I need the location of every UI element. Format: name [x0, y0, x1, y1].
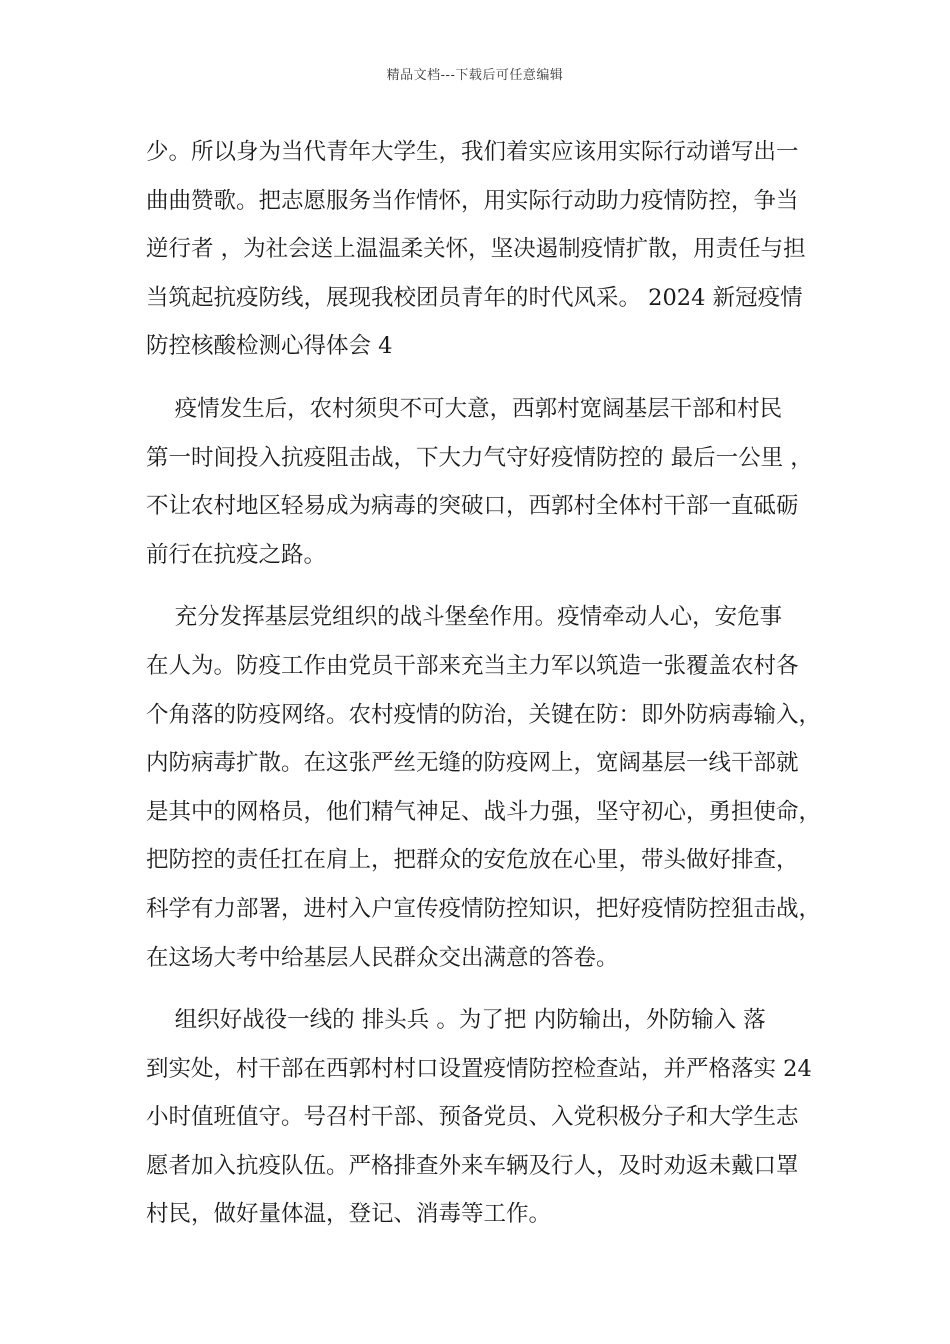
text-line: 个角落的防疫网络。农村疫情的防治，关键在防：即外防病毒输入，	[146, 701, 822, 728]
text-line: 愿者加入抗疫队伍。严格排查外来车辆及行人，及时劝返未戴口罩	[146, 1152, 799, 1179]
text-line: 科学有力部署，进村入户宣传疫情防控知识，把好疫情防控狙击战，	[146, 895, 822, 922]
paragraph-gap	[146, 982, 818, 996]
text-line: 防控核酸检测心得体会 4	[146, 333, 393, 360]
text-line: 疫情发生后，农村须臾不可大意，西郭村宽阔基层干部和村民	[146, 395, 783, 422]
text-line: 把防控的责任扛在肩上，把群众的安危放在心里，带头做好排查，	[146, 847, 799, 874]
text-line: 在这场大考中给基层人民群众交出满意的答卷。	[146, 944, 619, 971]
text-line: 第一时间投入抗疫阻击战，下大力气守好疫情防控的 最后一公里 ，	[146, 444, 813, 471]
paragraph-1	[146, 128, 818, 371]
text-line: 到实处，村干部在西郭村村口设置疫情防控检查站，并严格落实 24	[146, 1055, 812, 1082]
text-line: 逆行者 ，为社会送上温温柔关怀，坚决遏制疫情扩散，用责任与担	[146, 236, 806, 263]
text-line: 是其中的网格员，他们精气神足、战斗力强，坚守初心，勇担使命，	[146, 798, 822, 825]
text-line: 不让农村地区轻易成为病毒的突破口，西郭村全体村干部一直砥砺	[146, 493, 799, 520]
text-line: 小时值班值守。号召村干部、预备党员、入党积极分子和大学生志	[146, 1104, 799, 1131]
text-line: 内防病毒扩散。在这张严丝无缝的防疫网上，宽阔基层一线干部就	[146, 750, 799, 777]
paragraph-gap	[146, 371, 818, 385]
text-line: 曲曲赞歌。把志愿服务当作情怀，用实际行动助力疫情防控，争当	[146, 187, 799, 214]
text-line: 少。所以身为当代青年大学生，我们着实应该用实际行动谱写出一	[146, 139, 799, 165]
text-line: 组织好战役一线的 排头兵 。为了把 内防输出，外防输入 落	[146, 1007, 766, 1034]
text-line: 当筑起抗疫防线，展现我校团员青年的时代风采。 2024 新冠疫情	[146, 284, 803, 311]
document-body	[146, 128, 822, 1239]
paragraph-4	[146, 996, 818, 1239]
text-line: 充分发挥基层党组织的战斗堡垒作用。疫情牵动人心，安危事	[146, 604, 783, 631]
text-line: 在人为。防疫工作由党员干部来充当主力军以筑造一张覆盖农村各	[146, 652, 799, 679]
paragraph-2	[146, 385, 818, 579]
text-line: 村民，做好量体温，登记、消毒等工作。	[146, 1201, 552, 1228]
paragraph-gap	[146, 579, 818, 593]
text-line: 前行在抗疫之路。	[146, 541, 327, 568]
paragraph-3	[146, 593, 822, 982]
page-header: 精品文档---下载后可任意编辑	[386, 68, 564, 83]
